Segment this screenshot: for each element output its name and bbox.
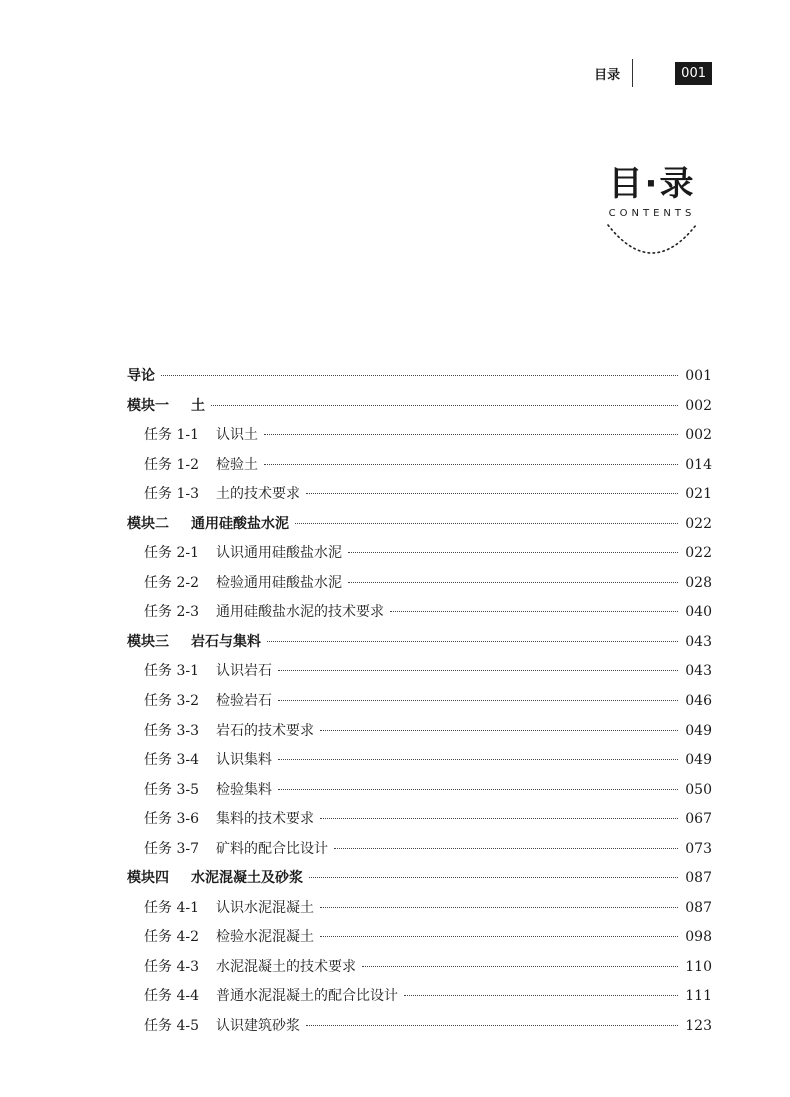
dot-leader	[362, 966, 678, 967]
toc-entry-page: 001	[685, 368, 712, 384]
toc-entry-number: 模块四	[127, 870, 169, 887]
toc-entry-number: 任务 4-4	[144, 988, 199, 1005]
toc-entry-page: 022	[685, 515, 712, 532]
toc-heading	[592, 162, 712, 257]
dot-leader	[211, 405, 678, 406]
toc-entry-page: 087	[685, 870, 712, 887]
toc-task-entry[interactable]	[127, 1015, 712, 1045]
toc-entry-title: 通用硅酸盐水泥的技术要求	[216, 604, 384, 621]
toc-entry-title: 检验水泥混凝土	[216, 929, 314, 946]
toc-task-entry[interactable]	[127, 483, 712, 513]
toc-entry-number: 任务 1-2	[144, 456, 199, 473]
toc-entry-number: 任务 2-1	[144, 545, 199, 562]
toc-module-entry[interactable]	[127, 365, 712, 395]
toc-title: 目·录	[608, 164, 696, 204]
toc-entry-page: 067	[685, 811, 712, 828]
toc-entry-number: 模块一	[127, 397, 169, 414]
toc-entry-title: 认识土	[216, 427, 258, 444]
toc-entry-title: 认识集料	[216, 752, 272, 769]
dot-leader	[348, 582, 678, 583]
toc-entry-number: 任务 3-6	[144, 811, 199, 828]
toc-module-entry[interactable]	[127, 513, 712, 543]
toc-task-entry[interactable]	[127, 572, 712, 602]
toc-module-entry[interactable]	[127, 631, 712, 661]
dot-leader	[306, 1025, 678, 1026]
toc-entry-number: 任务 1-1	[144, 427, 199, 444]
toc-entry-page: 111	[685, 988, 712, 1005]
toc-subtitle: CONTENTS	[608, 208, 696, 219]
toc-task-entry[interactable]	[127, 808, 712, 838]
toc-task-entry[interactable]	[127, 838, 712, 868]
toc-entry-number: 任务 4-2	[144, 929, 199, 946]
toc-entry-page: 050	[685, 781, 712, 798]
toc-task-entry[interactable]	[127, 897, 712, 927]
toc-entry-number: 任务 3-2	[144, 693, 199, 710]
toc-entry-page: 049	[685, 722, 712, 739]
toc-entry-number: 任务 4-1	[144, 899, 199, 916]
dot-leader	[320, 818, 678, 819]
dot-leader	[309, 877, 678, 878]
toc-task-entry[interactable]	[127, 601, 712, 631]
toc-task-entry[interactable]	[127, 690, 712, 720]
toc-task-entry[interactable]	[127, 749, 712, 779]
toc-entry-title: 土的技术要求	[216, 486, 300, 503]
toc-entry-title: 集料的技术要求	[216, 811, 314, 828]
dot-leader	[404, 995, 678, 996]
toc-entry-title: 检验通用硅酸盐水泥	[216, 574, 342, 591]
dot-leader	[295, 523, 678, 524]
toc-entry-title: 认识通用硅酸盐水泥	[216, 545, 342, 562]
toc-entry-page: 022	[685, 545, 712, 562]
toc-task-entry[interactable]	[127, 956, 712, 986]
dot-leader	[264, 434, 678, 435]
toc-entry-title: 导论	[127, 368, 155, 384]
toc-entry-page: 021	[685, 486, 712, 503]
toc-entry-page: 002	[685, 427, 712, 444]
toc-entry-page: 046	[685, 693, 712, 710]
toc-entry-number: 模块二	[127, 515, 169, 532]
toc-task-entry[interactable]	[127, 720, 712, 750]
dot-leader	[278, 789, 678, 790]
toc-entry-page: 014	[685, 456, 712, 473]
toc-entry-title: 水泥混凝土及砂浆	[191, 870, 303, 887]
toc-entry-title: 普通水泥混凝土的配合比设计	[216, 988, 398, 1005]
toc-entry-number: 任务 3-4	[144, 752, 199, 769]
toc-entry-number: 任务 3-7	[144, 840, 199, 857]
running-head-divider	[632, 59, 633, 87]
toc-entry-title: 认识岩石	[216, 663, 272, 680]
dot-leader	[306, 493, 678, 494]
toc-entry-page: 110	[685, 958, 712, 975]
toc-entry-page: 087	[685, 899, 712, 916]
toc-entry-page: 028	[685, 574, 712, 591]
toc-entry-title: 认识建筑砂浆	[216, 1018, 300, 1035]
toc-entry-page: 040	[685, 604, 712, 621]
toc-entry-number: 任务 3-5	[144, 781, 199, 798]
toc-entry-page: 043	[685, 663, 712, 680]
toc-entry-number: 任务 4-5	[144, 1018, 199, 1035]
dot-leader	[264, 464, 678, 465]
toc-entry-title: 检验集料	[216, 781, 272, 798]
toc-entry-number: 任务 2-3	[144, 604, 199, 621]
toc-entry-page: 002	[685, 397, 712, 414]
toc-module-entry[interactable]	[127, 867, 712, 897]
running-head	[594, 60, 712, 86]
dotted-arc-ornament	[604, 221, 700, 257]
dot-leader	[267, 641, 678, 642]
toc-task-entry[interactable]	[127, 454, 712, 484]
toc-entry-title: 矿料的配合比设计	[216, 840, 328, 857]
toc-entry-title: 岩石与集料	[191, 633, 261, 650]
page-number-badge: 001	[675, 62, 712, 85]
toc-entry-title: 认识水泥混凝土	[216, 899, 314, 916]
toc-list	[127, 365, 712, 1045]
toc-entry-title: 检验岩石	[216, 693, 272, 710]
toc-entry-title: 土	[191, 397, 205, 414]
toc-entry-title: 岩石的技术要求	[216, 722, 314, 739]
toc-entry-number: 任务 3-1	[144, 663, 199, 680]
dot-leader	[390, 611, 678, 612]
toc-task-entry[interactable]	[127, 779, 712, 809]
running-head-title: 目录	[594, 67, 621, 83]
toc-entry-number: 任务 2-2	[144, 574, 199, 591]
toc-entry-number: 任务 3-3	[144, 722, 199, 739]
dot-leader	[278, 700, 678, 701]
toc-entry-title: 水泥混凝土的技术要求	[216, 958, 356, 975]
toc-entry-page: 123	[685, 1018, 712, 1035]
toc-task-entry[interactable]	[127, 660, 712, 690]
toc-entry-page: 049	[685, 752, 712, 769]
dot-leader	[320, 907, 678, 908]
toc-task-entry[interactable]	[127, 926, 712, 956]
toc-module-entry[interactable]	[127, 395, 712, 425]
dot-leader	[320, 730, 678, 731]
dot-leader	[278, 759, 678, 760]
dot-leader	[278, 670, 678, 671]
dot-leader	[334, 848, 678, 849]
toc-entry-number: 任务 4-3	[144, 958, 199, 975]
toc-entry-number: 任务 1-3	[144, 486, 199, 503]
toc-task-entry[interactable]	[127, 542, 712, 572]
toc-entry-title: 通用硅酸盐水泥	[191, 515, 289, 532]
toc-task-entry[interactable]	[127, 985, 712, 1015]
toc-entry-page: 098	[685, 929, 712, 946]
toc-task-entry[interactable]	[127, 424, 712, 454]
dot-leader	[348, 552, 678, 553]
toc-entry-title: 检验土	[216, 456, 258, 473]
dot-leader	[320, 936, 678, 937]
toc-entry-page: 043	[685, 633, 712, 650]
dot-leader	[161, 375, 678, 376]
toc-entry-number: 模块三	[127, 633, 169, 650]
toc-entry-page: 073	[685, 840, 712, 857]
